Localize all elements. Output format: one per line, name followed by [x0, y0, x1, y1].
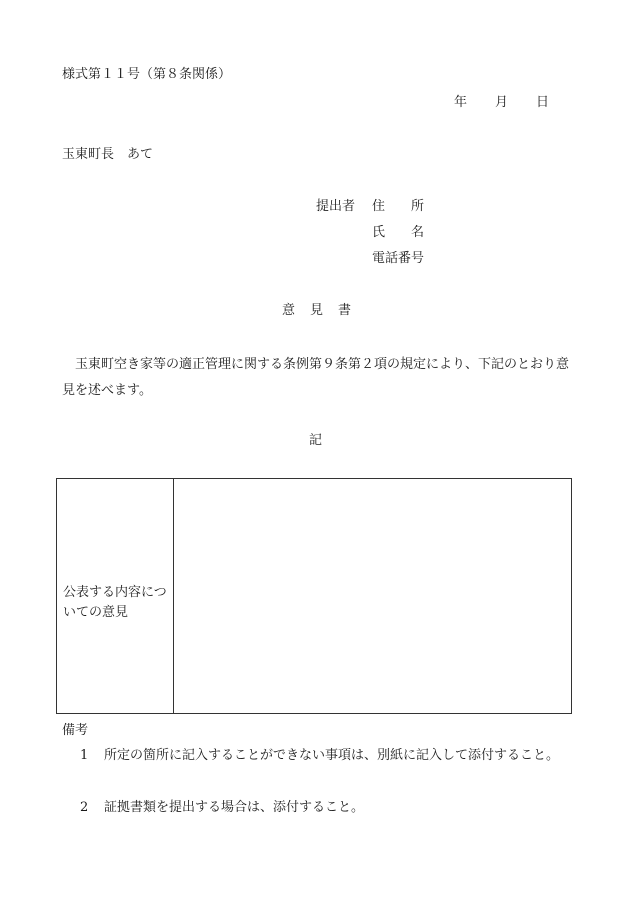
remarks-note — [80, 796, 570, 820]
date-day-label: 日 — [536, 95, 550, 110]
note-text: 所定の箇所に記入することができない事項は、別紙に記入して添付すること。 — [104, 748, 560, 763]
form-number: 様式第１１号（第８条関係） — [62, 67, 232, 82]
opinion-content-cell[interactable] — [174, 479, 571, 713]
title-char-1: 意 — [282, 303, 296, 318]
opinion-table — [56, 478, 572, 714]
body-text: 玉東町空き家等の適正管理に関する条例第９条第２項の規定により、下記のとおり意見を述べます。 — [62, 357, 570, 398]
remarks-heading: 備考 — [62, 723, 89, 738]
addressee: 玉東町長 あて — [62, 147, 154, 162]
note-number: 2 — [80, 800, 89, 815]
name-label — [372, 226, 424, 239]
title-char-2: 見 — [310, 303, 324, 318]
name-label-char-2: 名 — [411, 225, 425, 240]
document-title — [282, 304, 351, 317]
note-text: 証拠書類を提出する場合は、添付すること。 — [104, 800, 365, 815]
address-label — [372, 200, 424, 213]
name-label-char-1: 氏 — [372, 225, 386, 240]
table-label: 公表する内容についての意見 — [63, 585, 167, 620]
phone-label: 電話番号 — [372, 251, 425, 266]
note-number: 1 — [80, 748, 89, 763]
date-year-label: 年 — [454, 95, 468, 110]
title-char-3: 書 — [338, 303, 352, 318]
address-label-char-2: 所 — [411, 199, 425, 214]
submitter-label: 提出者 — [316, 199, 356, 214]
remarks-note — [80, 744, 570, 768]
ki-heading: 記 — [309, 433, 323, 448]
date-line — [454, 96, 549, 109]
date-month-label: 月 — [495, 95, 509, 110]
address-label-char-1: 住 — [372, 199, 386, 214]
